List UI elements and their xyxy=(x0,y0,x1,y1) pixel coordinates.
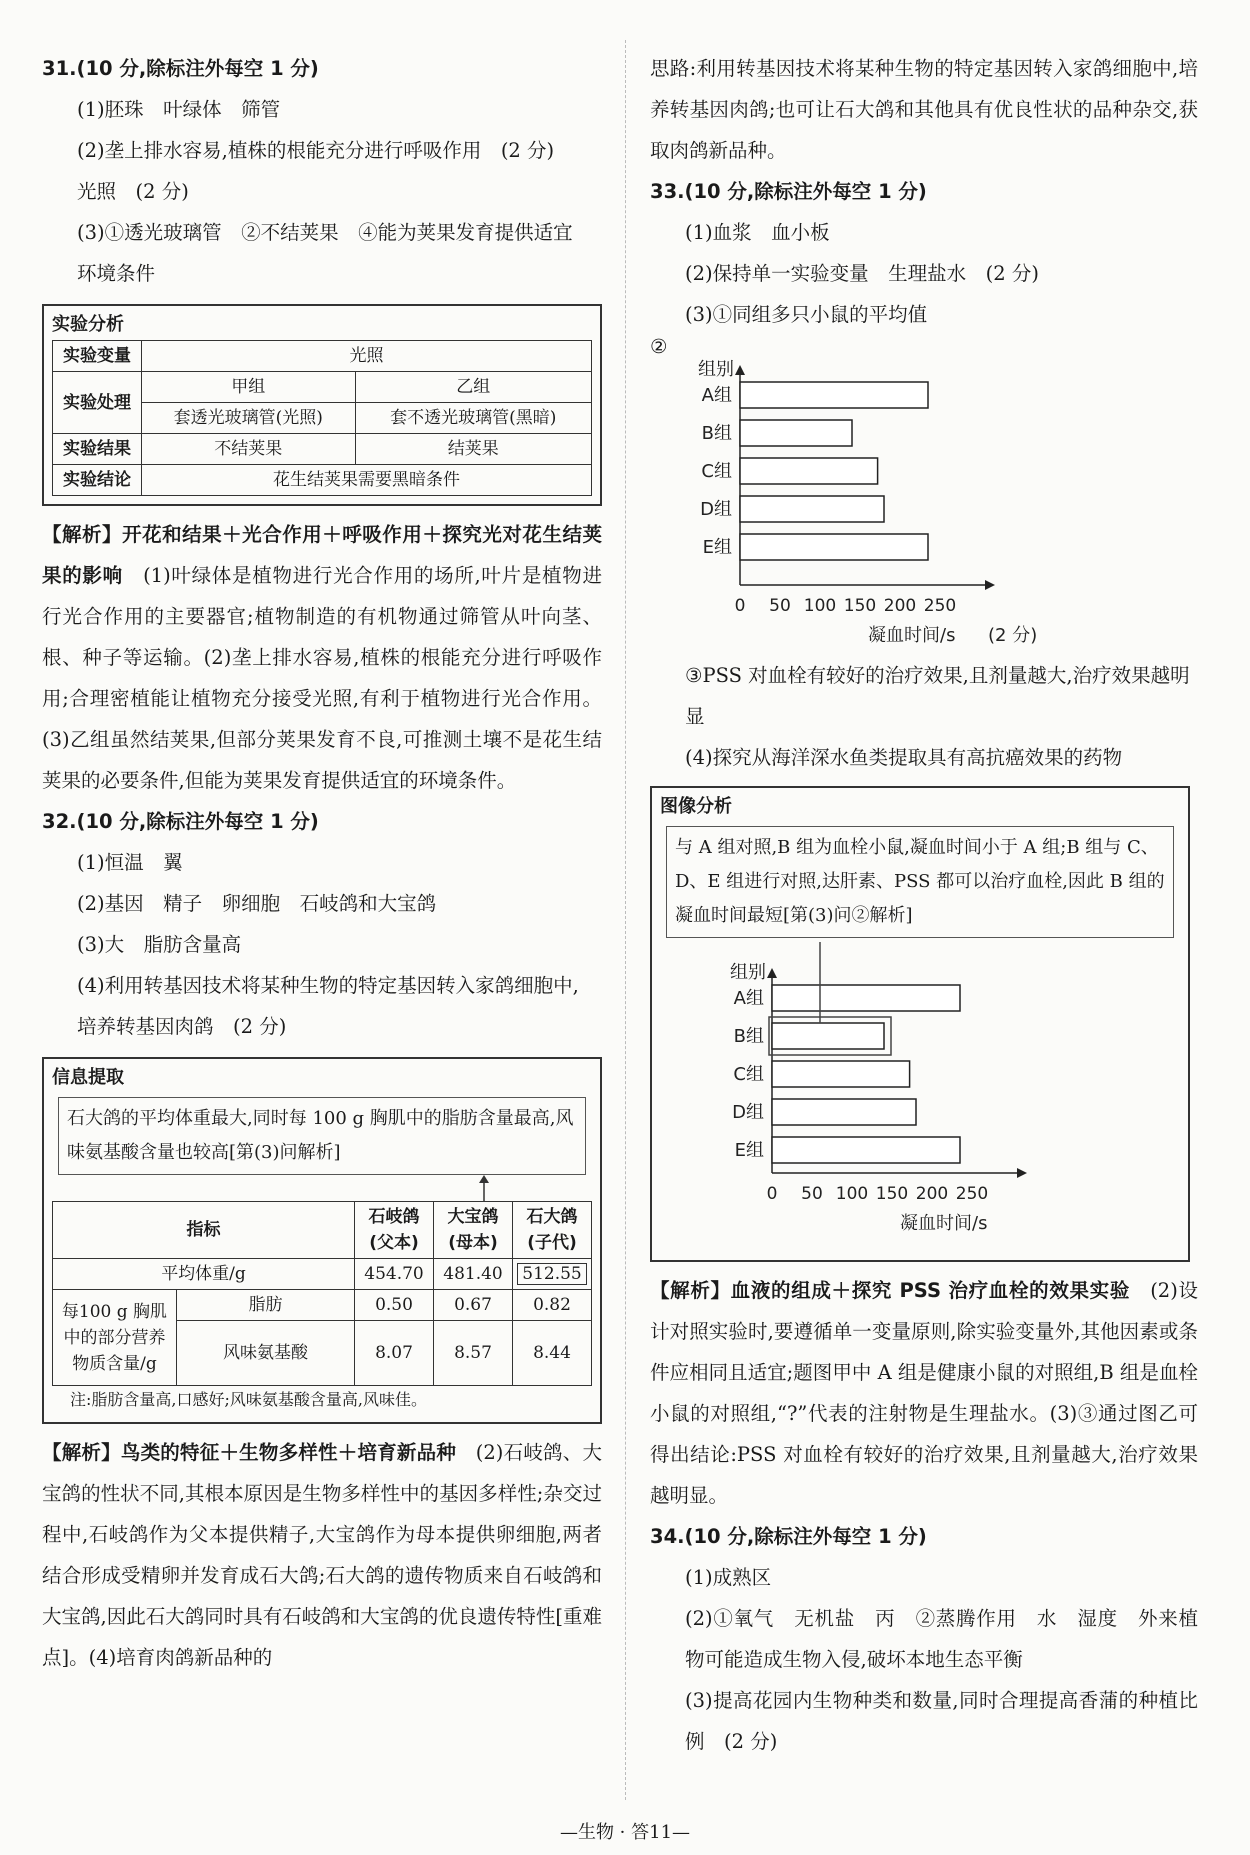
table-cell: 8.57 xyxy=(434,1321,513,1386)
bar xyxy=(772,1023,884,1049)
q32-answer-3: (3)大 脂肪含量高 xyxy=(77,933,242,956)
table-cell: 454.70 xyxy=(355,1259,434,1290)
q31-head: 31.(10 分,除标注外每空 1 分) xyxy=(42,57,319,80)
footnote: 注:脂肪含量高,口感好;风味氨基酸含量高,风味佳。 xyxy=(70,1390,427,1409)
table-cell: 8.44 xyxy=(513,1321,592,1386)
table-header: 实验处理 xyxy=(53,372,142,434)
q34-head: 34.(10 分,除标注外每空 1 分) xyxy=(650,1525,927,1548)
table-cell: 不结荚果 xyxy=(142,434,356,465)
q33-head: 33.(10 分,除标注外每空 1 分) xyxy=(650,180,927,203)
box-title: 图像分析 xyxy=(660,796,732,817)
x-tick-label: 100 xyxy=(803,596,837,616)
q33-answer-2: (2)保持单一实验变量 生理盐水 (2 分) xyxy=(685,262,1039,285)
table-header: 实验变量 xyxy=(53,341,142,372)
table-cell: 光照 xyxy=(142,341,592,372)
page-footer: —生物 · 答11— xyxy=(559,1822,691,1843)
q33-answer-3-2: ② xyxy=(650,335,668,358)
q32-head: 32.(10 分,除标注外每空 1 分) xyxy=(42,810,319,833)
x-tick-label: 150 xyxy=(875,1184,909,1204)
image-note: 与 A 组对照,B 组为血栓小鼠,凝血时间小于 A 组;B 组与 C、D、E 组进行对照,达肝素、PSS 都可以治疗血栓,因此 B 组的凝血时间最短[第(3)问②解析] xyxy=(666,826,1174,938)
table-cell: 0.82 xyxy=(513,1290,592,1321)
table-cell: 乙组 xyxy=(355,372,591,403)
q33-analysis: 【解析】血液的组成＋探究 PSS 治疗血栓的效果实验 (2)设计对照实验时,要遵循单一变量原则,除实验变量外,其他因素或条件应相同且适宜;题图甲中 A 组是健康小鼠的对照组,B 组是血栓小鼠的对照组,“?”代表的注射物是生理盐水。(3)③通过图乙可得出结论:PSS 对血栓有较好的治疗效果,且剂量越大,治疗效果越明显。 xyxy=(650,1279,1198,1507)
x-tick-label: 150 xyxy=(843,596,877,616)
box-title: 实验分析 xyxy=(52,314,124,335)
x-axis-label: 凝血时间/s xyxy=(868,625,956,646)
x-tick-label: 50 xyxy=(801,1184,823,1204)
experiment-analysis-box xyxy=(42,304,602,506)
q34-answer-2: (2)①氧气 无机盐 丙 ②蒸腾作用 水 湿度 外来植物可能造成生物入侵,破坏本地生态平衡 xyxy=(685,1607,1198,1671)
x-axis-label: 凝血时间/s xyxy=(900,1213,988,1234)
bar xyxy=(772,1099,916,1125)
q34-answer-3: (3)提高花园内生物种类和数量,同时合理提高香蒲的种植比例 (2 分) xyxy=(685,1689,1198,1753)
q31-answer-2: (2)垄上排水容易,植株的根能充分进行呼吸作用 (2 分) xyxy=(77,139,555,162)
table-cell: 套透光玻璃管(光照) xyxy=(142,403,356,434)
x-tick-label: 50 xyxy=(769,596,791,616)
bar xyxy=(740,534,928,560)
pigeon-table xyxy=(52,1201,592,1386)
category-label: B组 xyxy=(733,1026,764,1047)
bar xyxy=(772,1137,960,1163)
up-arrow-icon xyxy=(464,1175,504,1201)
q32-analysis: 【解析】鸟类的特征＋生物多样性＋培育新品种 (2)石岐鸽、大宝鸽的性状不同,其根本原因是生物多样性中的基因多样性;杂交过程中,石岐鸽作为父本提供精子,大宝鸽作为母本提供卵细胞,两者结合形成受精卵并发育成石大鸽;石大鸽的遗传物质来自石岐鸽和大宝鸽,因此石大鸽同时具有石岐鸽和大宝鸽的优良遗传特性[重难点]。(4)培育肉鸽新品种的 xyxy=(42,1441,602,1669)
table-cell: 套不透光玻璃管(黑暗) xyxy=(355,403,591,434)
x-tick-label: 0 xyxy=(766,1184,778,1204)
x-tick-label: 250 xyxy=(923,596,957,616)
experiment-table xyxy=(52,340,592,496)
x-tick-label: 0 xyxy=(734,596,746,616)
box-title: 信息提取 xyxy=(52,1067,124,1088)
table-cell: 平均体重/g xyxy=(53,1259,355,1290)
clotting-chart xyxy=(650,335,1198,655)
category-label: B组 xyxy=(701,423,732,444)
table-cell: 每100 g 胸肌中的部分营养物质含量/g xyxy=(53,1290,177,1386)
category-label: E组 xyxy=(702,537,732,558)
category-label: C组 xyxy=(733,1064,764,1085)
bar xyxy=(740,420,852,446)
table-header: 石岐鸽(父本) xyxy=(355,1202,434,1259)
table-cell: 0.67 xyxy=(434,1290,513,1321)
q32-answer-4: (4)利用转基因技术将某种生物的特定基因转入家鸽细胞中, xyxy=(77,974,579,997)
image-analysis-box xyxy=(650,786,1190,1262)
bar xyxy=(740,382,928,408)
table-cell: 结荚果 xyxy=(355,434,591,465)
q34-answer-1: (1)成熟区 xyxy=(685,1566,772,1589)
column-divider xyxy=(625,40,626,1800)
arrow-spacer xyxy=(52,1175,592,1201)
table-cell: 风味氨基酸 xyxy=(177,1321,355,1386)
q33-answer-4: (4)探究从海洋深水鱼类提取具有高抗癌效果的药物 xyxy=(685,746,1123,769)
category-label: D组 xyxy=(732,1102,764,1123)
category-label: E组 xyxy=(734,1140,764,1161)
table-header: 实验结果 xyxy=(53,434,142,465)
q33-answer-3-3: ③PSS 对血栓有较好的治疗效果,且剂量越大,治疗效果越明显 xyxy=(685,664,1190,728)
q32-answer-1: (1)恒温 翼 xyxy=(77,851,183,874)
x-axis-arrow xyxy=(985,580,995,590)
category-label: C组 xyxy=(701,461,732,482)
q32-answer-4b: 培养转基因肉鸽 (2 分) xyxy=(77,1015,287,1038)
bar xyxy=(772,1061,910,1087)
y-axis-label: 组别 xyxy=(730,962,766,983)
q32-answer-2: (2)基因 精子 卵细胞 石岐鸽和大宝鸽 xyxy=(77,892,437,915)
table-cell-highlight: 512.55 xyxy=(513,1259,592,1290)
table-cell: 481.40 xyxy=(434,1259,513,1290)
q31-answer-2b: 光照 (2 分) xyxy=(77,180,189,203)
x-tick-label: 100 xyxy=(835,1184,869,1204)
category-label: D组 xyxy=(700,499,732,520)
q33-answer-1: (1)血浆 血小板 xyxy=(685,221,830,244)
left-column xyxy=(42,48,602,1678)
chart1-wrap xyxy=(650,335,1198,655)
q31-analysis: 【解析】开花和结果＋光合作用＋呼吸作用＋探究光对花生结荚果的影响 (1)叶绿体是植物进行光合作用的场所,叶片是植物进行光合作用的主要器官;植物制造的有机物通过筛管从叶向茎、根、种子等运输。(2)垄上排水容易,植株的根能充分进行呼吸作用;合理密植能让植物充分接受光照,有利于植物进行光合作用。(3)乙组虽然结荚果,但部分荚果发育不良,可推测土壤不是花生结荚果的必要条件,但能为荚果发育提供适宜的环境条件。 xyxy=(42,523,602,792)
q33-answer-3: (3)①同组多只小鼠的平均值 xyxy=(685,303,928,326)
bar xyxy=(740,496,884,522)
info-note: 石大鸽的平均体重最大,同时每 100 g 胸肌中的脂肪含量最高,风味氨基酸含量也较高[第(3)问解析] xyxy=(58,1097,586,1175)
info-extract-box xyxy=(42,1057,602,1424)
x-tick-label: 200 xyxy=(915,1184,949,1204)
y-axis-arrow xyxy=(767,968,777,978)
x-tick-label: 200 xyxy=(883,596,917,616)
table-header: 石大鸽(子代) xyxy=(513,1202,592,1259)
category-label: A组 xyxy=(701,385,732,406)
bar xyxy=(772,985,960,1011)
table-cell: 花生结荚果需要黑暗条件 xyxy=(142,465,592,496)
table-header: 指标 xyxy=(53,1202,355,1259)
clotting-chart-annotated xyxy=(660,938,1180,1248)
q31-answer-3: (3)①透光玻璃管 ②不结荚果 ④能为荚果发育提供适宜 xyxy=(77,221,573,244)
table-cell: 8.07 xyxy=(355,1321,434,1386)
table-cell: 0.50 xyxy=(355,1290,434,1321)
table-cell: 甲组 xyxy=(142,372,356,403)
y-axis-label: 组别 xyxy=(698,359,734,380)
table-header: 大宝鸽(母本) xyxy=(434,1202,513,1259)
q31-answer-3b: 环境条件 xyxy=(77,262,156,285)
bar xyxy=(740,458,878,484)
y-axis-arrow xyxy=(735,365,745,375)
category-label: A组 xyxy=(733,988,764,1009)
x-axis-arrow xyxy=(1017,1168,1027,1178)
x-tick-label: 250 xyxy=(955,1184,989,1204)
points-label: (2 分) xyxy=(988,625,1038,646)
right-column xyxy=(650,48,1198,1762)
q32-analysis-cont: 思路:利用转基因技术将某种生物的特定基因转入家鸽细胞中,培养转基因肉鸽;也可让石大鸽和其他具有优良性状的品种杂交,获取肉鸽新品种。 xyxy=(650,57,1198,162)
q31-answer-1: (1)胚珠 叶绿体 筛管 xyxy=(77,98,281,121)
table-header: 实验结论 xyxy=(53,465,142,496)
table-cell: 脂肪 xyxy=(177,1290,355,1321)
